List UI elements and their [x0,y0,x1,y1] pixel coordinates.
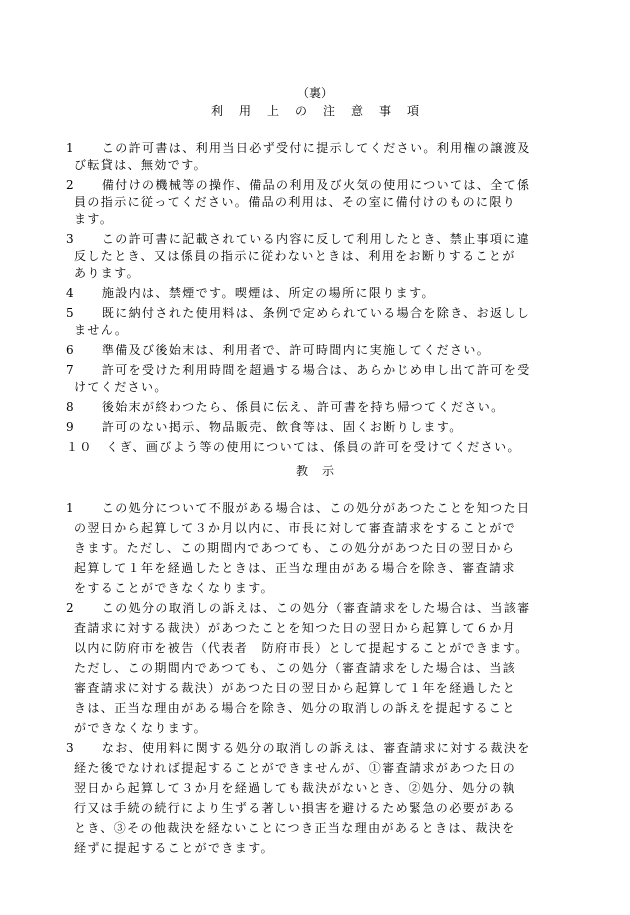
notice-line: 翌日から起算して３か月を経過しても裁決がないとき、②処分、処分の執 [74,781,516,795]
notice-line: ができなくなります。 [74,721,208,735]
notice-line: きは、正当な理由がある場合を除き、処分の取消しの訴えを提起すること [74,701,516,715]
notice-line: 2 この処分の取消しの訴えは、この処分（審査請求をした場合は、当該審 [66,601,531,615]
usage-note-line: 8 後始末が終わつたら、係員に伝え、許可書を持ち帰つてください。 [66,400,505,414]
usage-note-line: 3 この許可書に記載されている内容に反して利用したとき、禁止事項に違 [66,232,531,246]
page-title: 利用上の注意事項 [210,104,435,118]
notice-line: 経ずに提起することができます。 [74,841,275,855]
notice-line: 起算して１年を経過したときは、正当な理由がある場合を除き、審査請求 [74,561,516,575]
notice-line: きます。ただし、この期間内であつても、この処分があつた日の翌日から [74,541,516,555]
usage-note-line: び転貸は、無効です。 [74,158,208,172]
usage-note-line: 1 この許可書は、利用当日必ず受付に提示してください。利用権の譲渡及 [66,141,531,155]
notice-line: 経た後でなければ提起することができませんが、①審査請求があつた日の [74,761,517,775]
notice-line: の翌日から起算して３か月以内に、市長に対して審査請求をすることがで [74,521,517,535]
usage-note-line: 9 許可のない掲示、物品販売、飲食等は、固くお断りします。 [66,420,463,434]
notice-line: とき、③その他裁決を経ないことにつき正当な理由があるときは、裁決を [74,821,516,835]
usage-note-line: ません。 [74,323,129,337]
usage-note-line: 5 既に納付された使用料は、条例で定められている場合を除き、お返しし [66,306,531,320]
notice-line: 審査請求に対する裁決）があつた日の翌日から起算して１年を経過したと [74,681,517,695]
usage-note-line: 反したとき、又は係員の指示に従わないときは、利用をお断りすることが [74,249,516,263]
notice-line: 行又は手続の続行により生ずる著しい損害を避けるため緊急の必要がある [74,801,517,815]
usage-note-line: １０ くぎ、画びよう等の使用については、係員の許可を受けてください。 [66,440,521,454]
notice-line: をすることができなくなります。 [74,581,275,595]
notice-line: 以内に防府市を被告（代表者 防府市長）として提起することができます。 [74,641,529,655]
notice-line: 1 この処分について不服がある場合は、この処分があつたことを知つた日 [66,501,531,515]
usage-note-line: けてください。 [74,380,168,394]
notice-line: 査請求に対する裁決）があつたことを知つた日の翌日から起算して６か月 [74,621,517,635]
usage-note-line: 4 施設内は、禁煙です。喫煙は、所定の場所に限ります。 [66,286,435,300]
usage-note-line: 員の指示に従ってください。備品の利用は、その室に備付けのものに限り [74,195,517,209]
usage-note-line: ます。 [74,212,114,226]
back-side-label: （裏） [296,86,333,100]
notice-line: ただし、この期間内であつても、この処分（審査請求をした場合は、当該 [74,661,517,675]
notice-line: 3 なお、使用料に関する処分の取消しの訴えは、審査請求に対する裁決を [66,741,531,755]
usage-note-line: 2 備付けの機械等の操作、備品の利用及び火気の使用については、全て係 [66,178,531,192]
usage-note-line: あります。 [74,266,141,280]
usage-note-line: 6 準備及び後始末は、利用者で、許可時間内に実施してください。 [66,343,491,357]
usage-note-line: 7 許可を受けた利用時間を超過する場合は、あらかじめ申し出て許可を受 [66,363,531,377]
notice-heading: 教示 [295,464,348,478]
